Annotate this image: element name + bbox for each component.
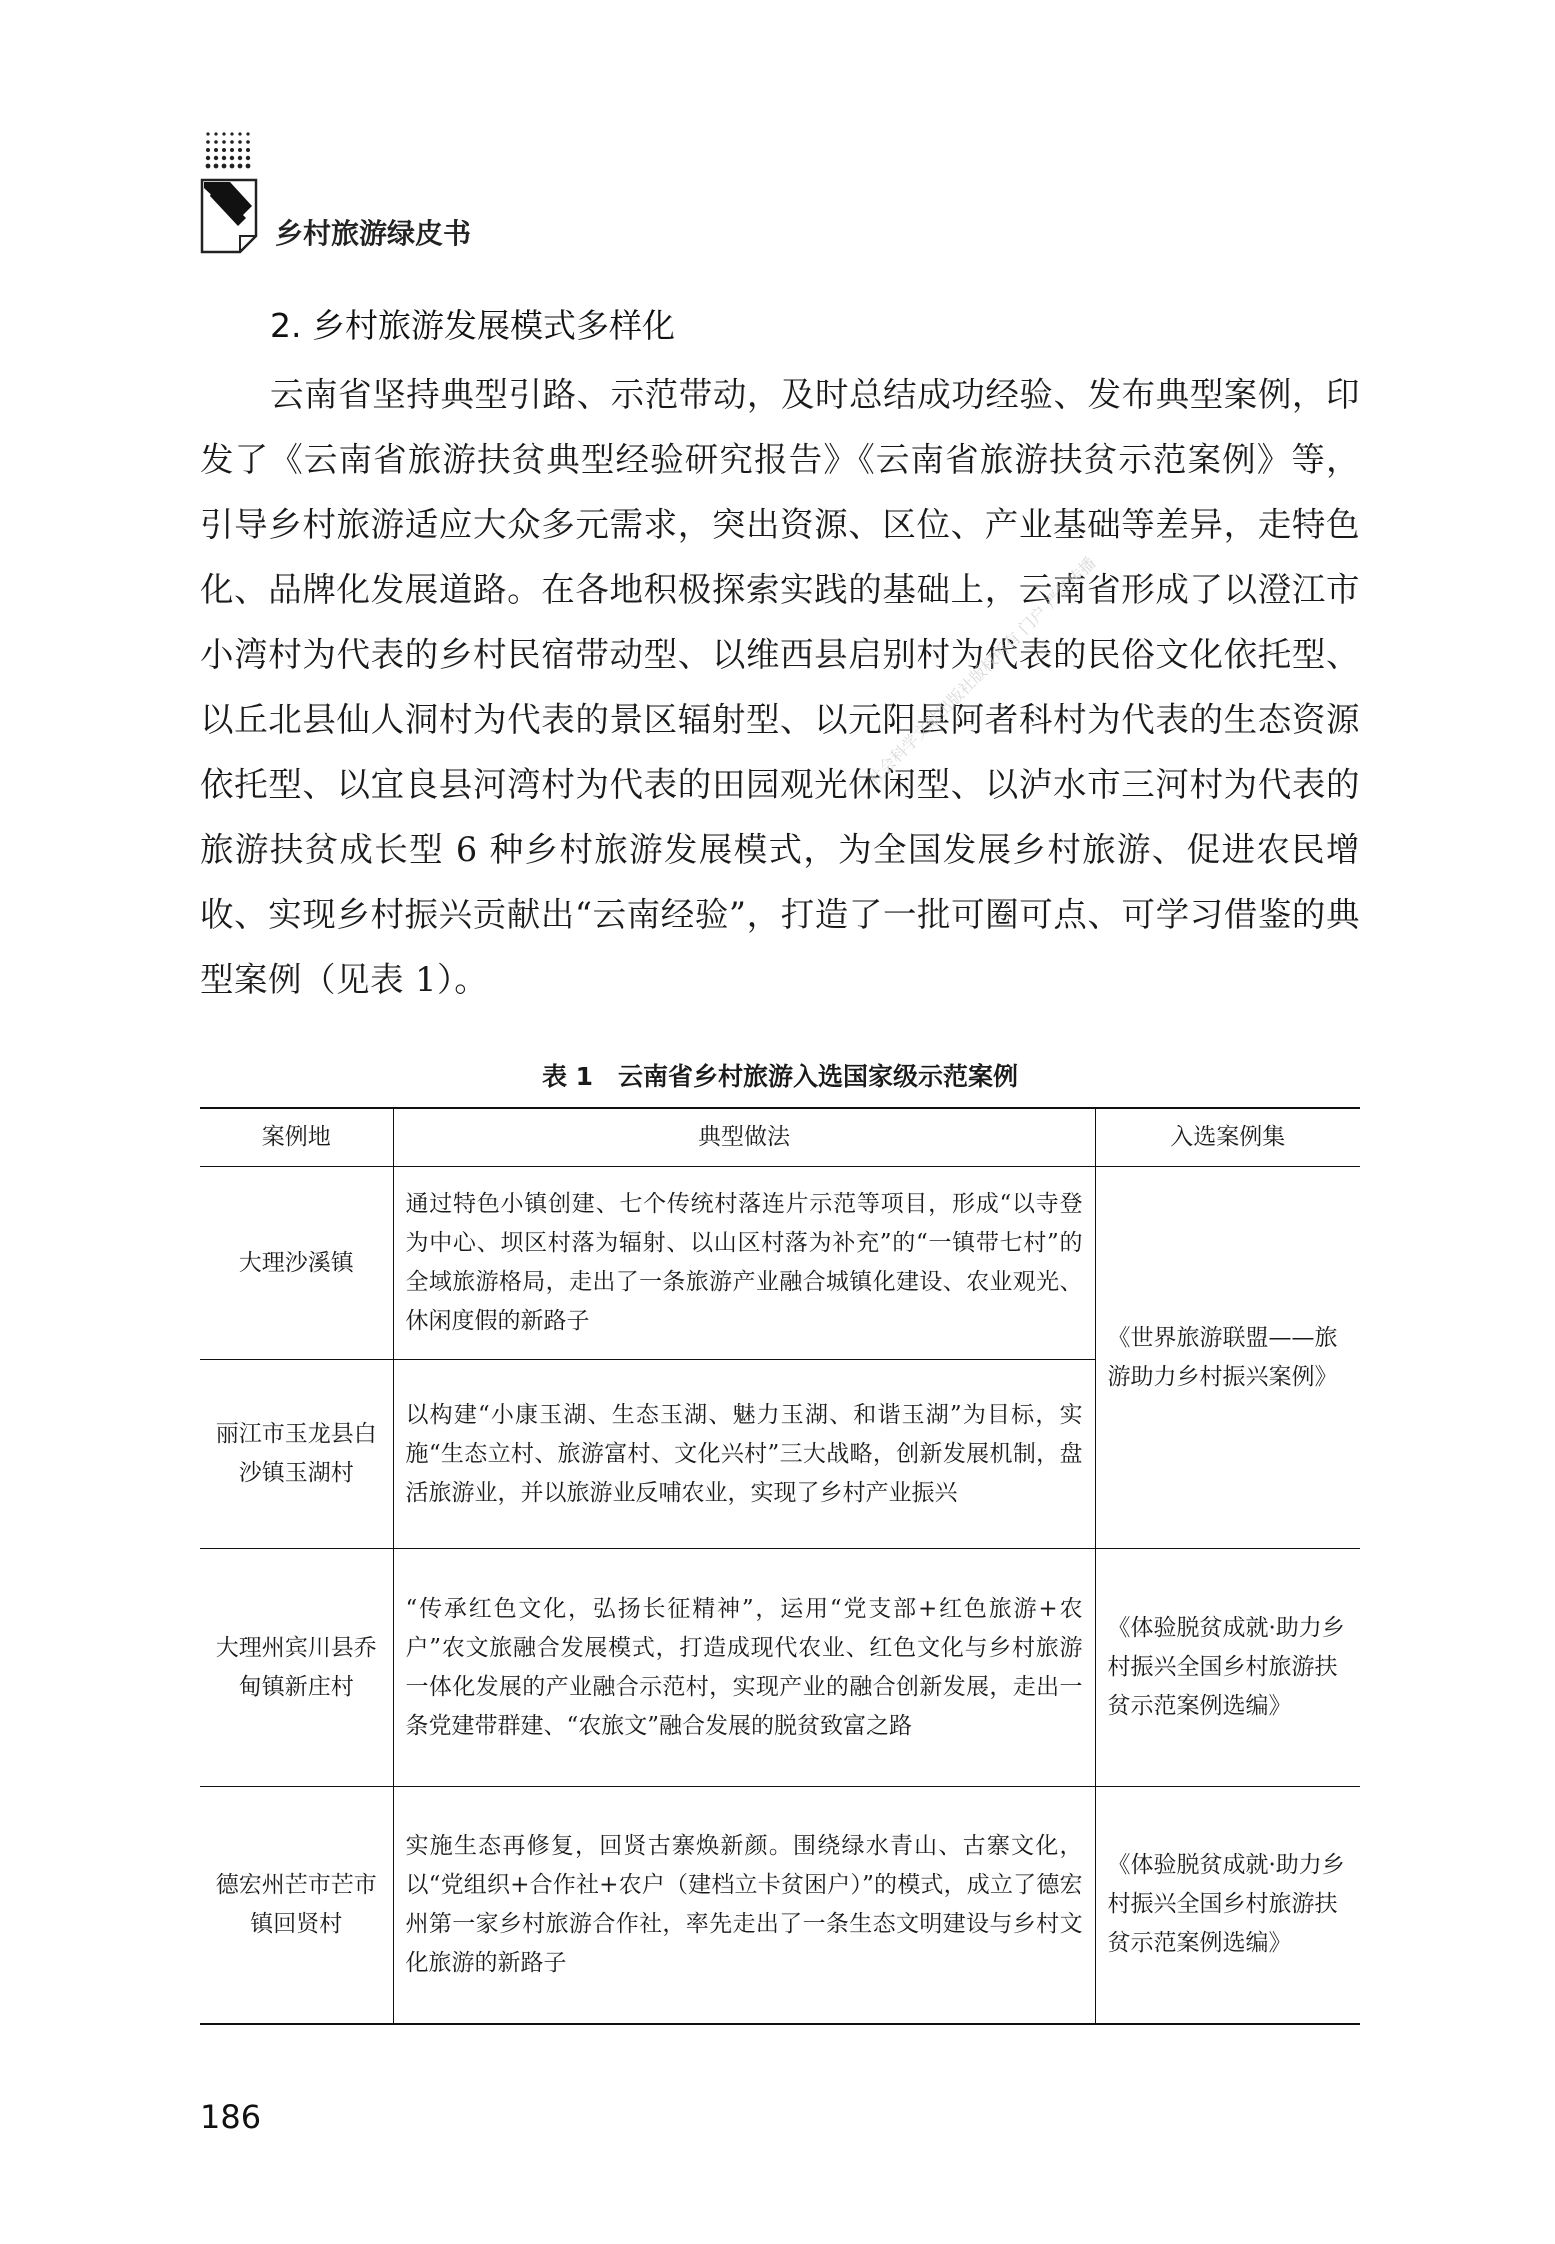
dot-grid-icon	[204, 130, 260, 172]
table-header-row	[200, 1108, 1360, 1167]
table-row	[200, 1549, 1360, 1787]
page-number: 186	[200, 2098, 262, 2136]
case-practice: 通过特色小镇创建、七个传统村落连片示范等项目，形成“以寺登为中心、坝区村落为辐射、以山区村落为补充”的“一镇带七村”的全域旅游格局，走出了一条旅游产业融合城镇化建设、农业观光、休闲度假的新路子	[393, 1167, 1095, 1360]
book-corner-icon	[200, 178, 260, 254]
column-header-practice: 典型做法	[393, 1108, 1095, 1167]
case-place: 丽江市玉龙县白沙镇玉湖村	[200, 1360, 393, 1549]
watermark: 社会科学文献出版社版权所有 门户 严禁传播	[863, 553, 1100, 789]
running-header	[200, 130, 800, 260]
book-title: 乡村旅游绿皮书	[275, 217, 472, 250]
body-paragraph: 云南省坚持典型引路、示范带动，及时总结成功经验、发布典型案例，印发了《云南省旅游扶贫典型经验研究报告》《云南省旅游扶贫示范案例》等，引导乡村旅游适应大众多元需求，突出资源、区位、产业基础等差异，走特色化、品牌化发展道路。在各地积极探索实践的基础上，云南省形成了以澄江市小湾村为代表的乡村民宿带动型、以维西县启别村为代表的民俗文化依托型、以丘北县仙人洞村为代表的景区辐射型、以元阳县阿者科村为代表的生态资源依托型、以宜良县河湾村为代表的田园观光休闲型、以泸水市三河村为代表的旅游扶贫成长型 6 种乡村旅游发展模式，为全国发展乡村旅游、促进农民增收、实现乡村振兴贡献出“云南经验”，打造了一批可圈可点、可学习借鉴的典型案例（见表 1）。	[200, 375, 1360, 999]
case-collection: 《体验脱贫成就·助力乡村振兴全国乡村旅游扶贫示范案例选编》	[1095, 1787, 1360, 2024]
column-header-collection: 入选案例集	[1095, 1108, 1360, 1167]
case-table	[200, 1107, 1360, 2025]
section-title: 2. 乡村旅游发展模式多样化	[270, 306, 675, 345]
case-collection: 《世界旅游联盟——旅游助力乡村振兴案例》	[1095, 1167, 1360, 1549]
case-place: 大理州宾川县乔甸镇新庄村	[200, 1549, 393, 1787]
case-practice: “传承红色文化，弘扬长征精神”，运用“党支部+红色旅游+农户”农文旅融合发展模式，打造成现代农业、红色文化与乡村旅游一体化发展的产业融合示范村，实现产业的融合创新发展，走出一条党建带群建、“农旅文”融合发展的脱贫致富之路	[393, 1549, 1095, 1787]
case-place: 德宏州芒市芒市镇回贤村	[200, 1787, 393, 2024]
case-practice: 以构建“小康玉湖、生态玉湖、魅力玉湖、和谐玉湖”为目标，实施“生态立村、旅游富村、文化兴村”三大战略，创新发展机制，盘活旅游业，并以旅游业反哺农业，实现了乡村产业振兴	[393, 1360, 1095, 1549]
case-practice: 实施生态再修复，回贤古寨焕新颜。围绕绿水青山、古寨文化，以“党组织+合作社+农户（建档立卡贫困户）”的模式，成立了德宏州第一家乡村旅游合作社，率先走出了一条生态文明建设与乡村文化旅游的新路子	[393, 1787, 1095, 2024]
case-collection: 《体验脱贫成就·助力乡村振兴全国乡村旅游扶贫示范案例选编》	[1095, 1549, 1360, 1787]
table-row	[200, 1167, 1360, 1360]
table-row	[200, 1787, 1360, 2024]
column-header-place: 案例地	[200, 1108, 393, 1167]
table-caption: 表 1 云南省乡村旅游入选国家级示范案例	[541, 1062, 1019, 1091]
case-place: 大理沙溪镇	[200, 1167, 393, 1360]
